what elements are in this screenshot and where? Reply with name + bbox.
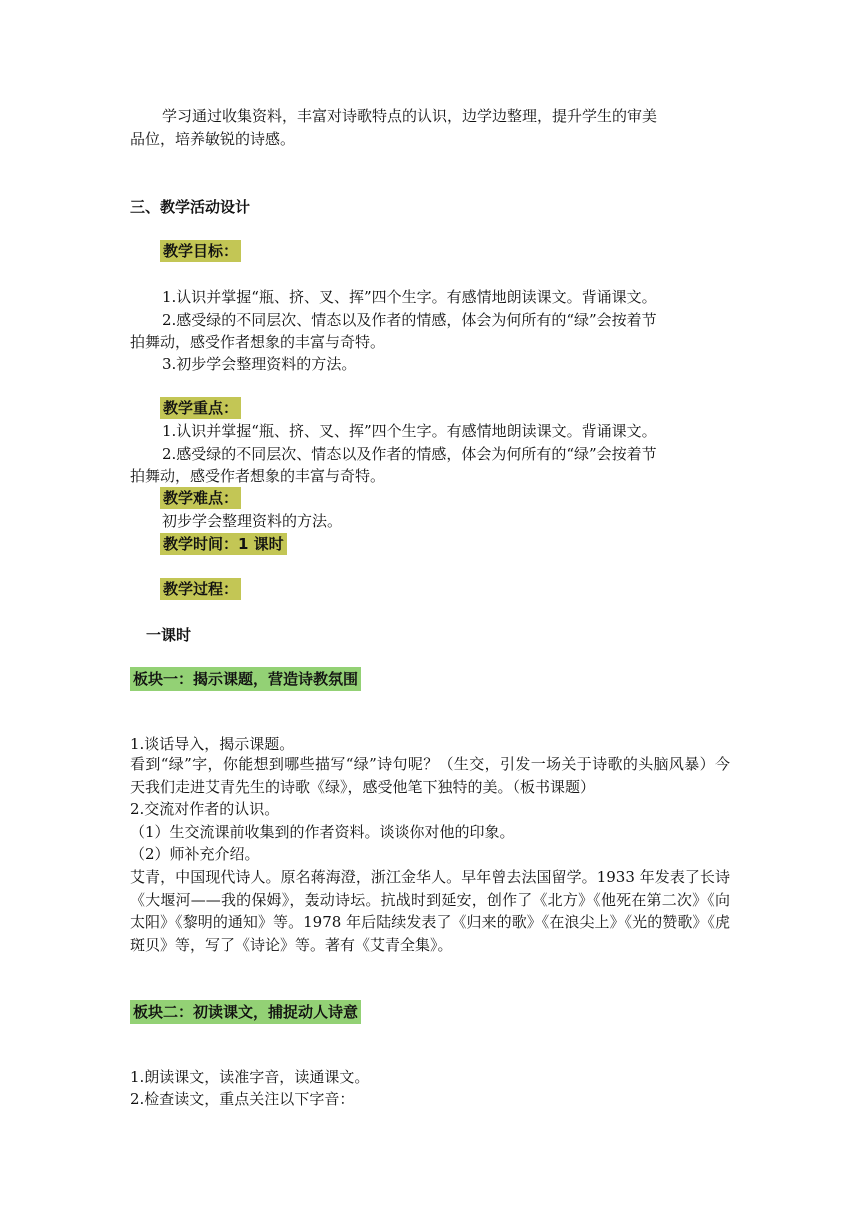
block2-step-1: 1.朗读课文，读准字音，读通课文。: [130, 1068, 370, 1086]
key-point-item-1: 1.认识并掌握“瓶、挤、叉、挥”四个生字。有感情地朗读课文。背诵课文。: [162, 422, 657, 440]
block1-step-1-text: 看到“绿”字，你能想到哪些描写“绿”诗句呢？（生交，引发一场关于诗歌的头脑风暴）今天我们走进艾青先生的诗歌《绿》，感受他笔下独特的美。（板书课题）: [130, 755, 730, 796]
key-point-item-2-line-1: 2.感受绿的不同层次、情态以及作者的情感，体会为何所有的“绿”会按着节: [162, 445, 657, 463]
author-bio: 艾青，中国现代诗人。原名蒋海澄，浙江金华人。早年曾去法国留学。1933 年发表了长诗《大堰河——我的保姆》，轰动诗坛。抗战时到延安，创作了《北方》《他死在第二次》《向太阳》《黎明的通知》等。1978 年后陆续发表了《归来的歌》《在浪尖上》《光的赞歌》《虎斑贝》等，写了《诗论》等。著有《艾青全集》。: [130, 868, 730, 954]
intro-line-1: 学习通过收集资料，丰富对诗歌特点的认识，边学边整理，提升学生的审美: [162, 107, 658, 125]
block1-step-1: 1.谈话导入，揭示课题。: [130, 735, 295, 753]
lesson-heading: 一课时: [146, 626, 192, 644]
process-label: 教学过程：: [160, 578, 241, 600]
objective-item-3: 3.初步学会整理资料的方法。: [162, 355, 357, 373]
block2-title: 板块二：初读课文，捕捉动人诗意: [130, 1000, 361, 1024]
key-point-item-2-line-2: 拍舞动，感受作者想象的丰富与奇特。: [130, 467, 386, 485]
objective-item-1: 1.认识并掌握“瓶、挤、叉、挥”四个生字。有感情地朗读课文。背诵课文。: [162, 288, 657, 306]
key-points-label-wrap: [160, 397, 241, 419]
block1-title: 板块一：揭示课题，营造诗教氛围: [130, 667, 361, 691]
block2-step-2: 2.检查读文，重点关注以下字音：: [130, 1090, 355, 1108]
objective-item-2-line-2: 拍舞动，感受作者想象的丰富与奇特。: [130, 333, 386, 351]
time-label-wrap: [160, 533, 287, 555]
time-label: 教学时间：1 课时: [160, 533, 287, 555]
difficulty-label-wrap: [160, 487, 241, 509]
block2-title-wrap: [130, 1001, 361, 1023]
objectives-label: 教学目标：: [160, 240, 241, 262]
process-label-wrap: [160, 578, 241, 600]
section-heading: 三、教学活动设计: [130, 198, 251, 216]
objectives-label-wrap: [160, 240, 241, 262]
intro-line-2: 品位，培养敏锐的诗感。: [130, 130, 296, 148]
difficulty-text: 初步学会整理资料的方法。: [162, 512, 343, 530]
block1-sub-2: （2）师补充介绍。: [130, 845, 260, 863]
block1-sub-1: （1）生交流课前收集到的作者资料。谈谈你对他的印象。: [130, 823, 515, 841]
block1-step-2: 2.交流对作者的认识。: [130, 800, 280, 818]
block1-title-wrap: [130, 668, 361, 690]
objective-item-2-line-1: 2.感受绿的不同层次、情态以及作者的情感，体会为何所有的“绿”会按着节: [162, 311, 657, 329]
key-points-label: 教学重点：: [160, 397, 241, 419]
difficulty-label: 教学难点：: [160, 487, 241, 509]
